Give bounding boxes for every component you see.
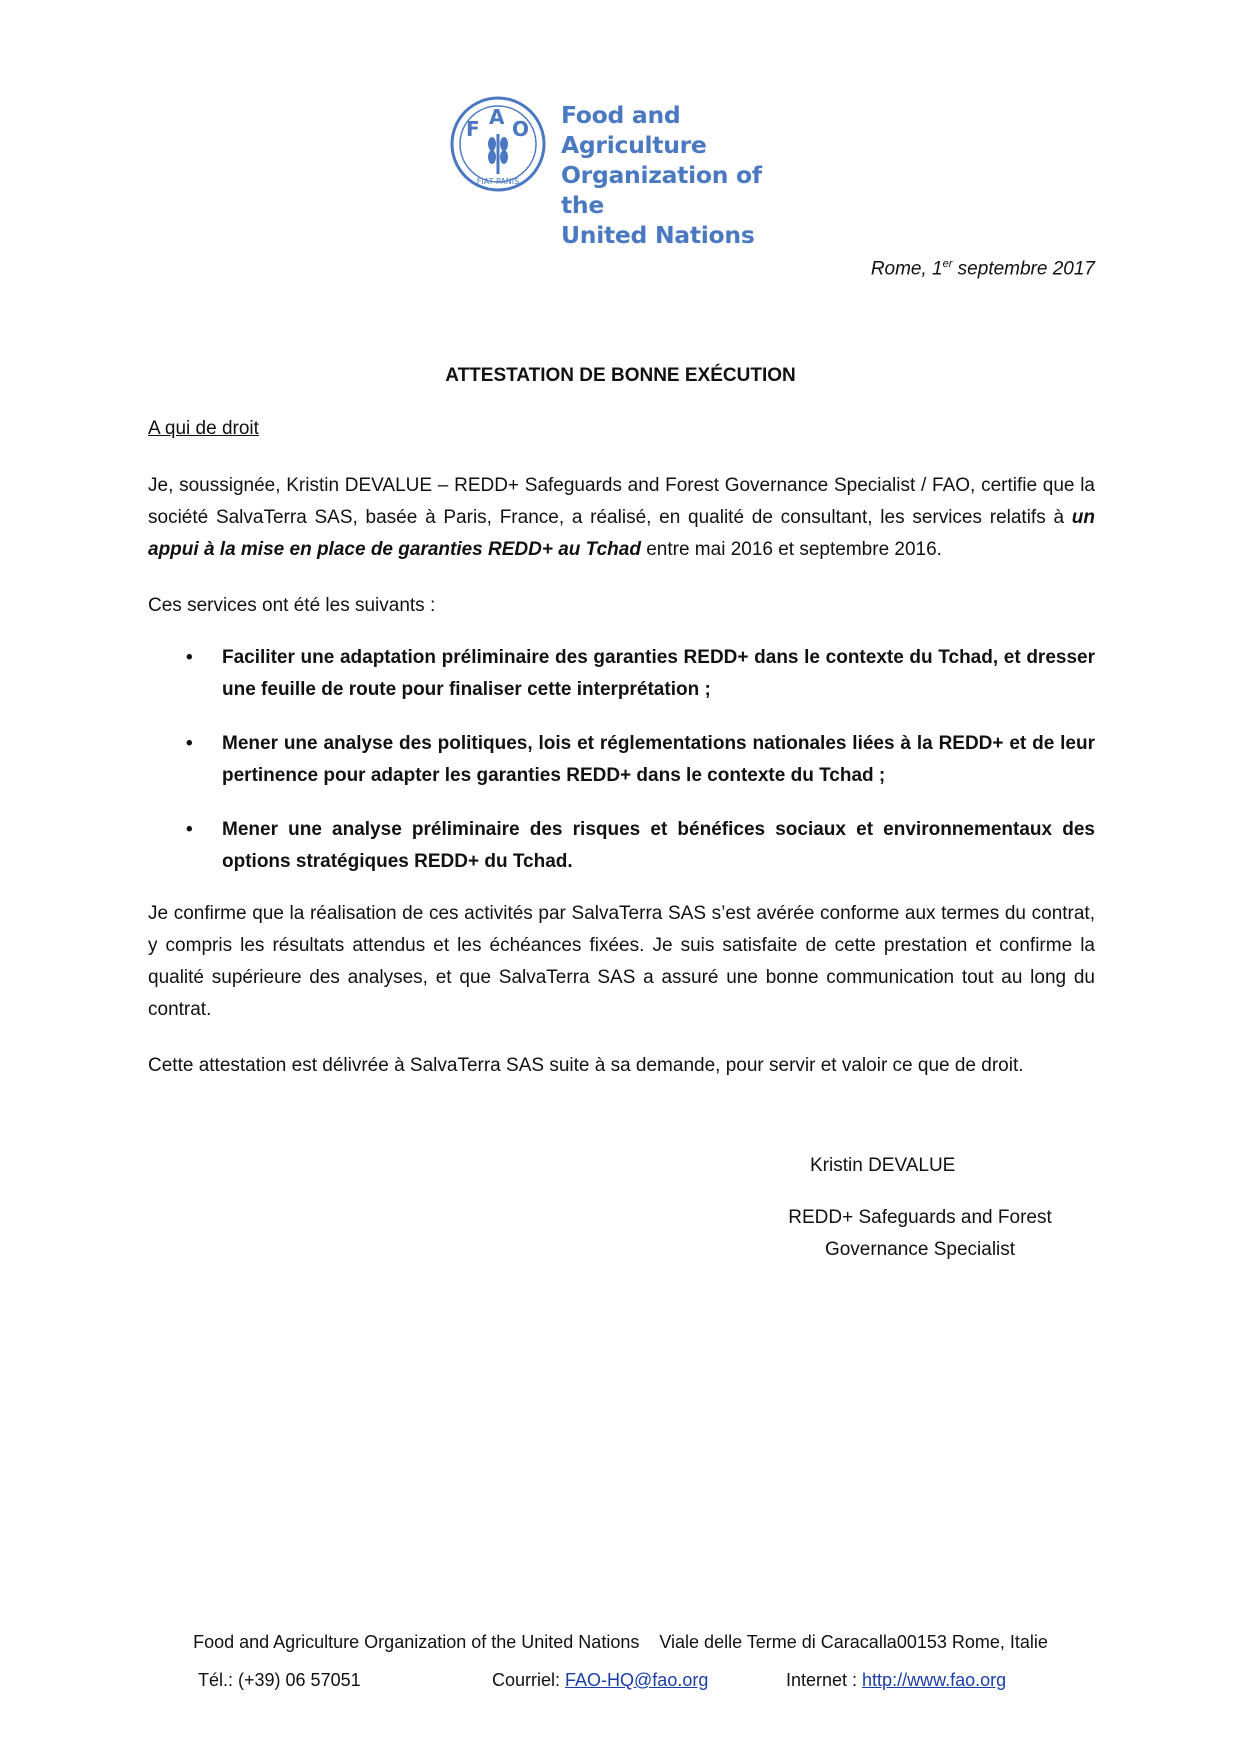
org-name	[561, 100, 808, 250]
website-link[interactable]: http://www.fao.org	[862, 1670, 1007, 1690]
confirmation-paragraph: Je confirme que la réalisation de ces activités par SalvaTerra SAS s’est avérée conforme aux termes du contrat, y compris les résultats attendus et les échéances fixées. Je suis satisfaite de cette prestation et confirme la qualité supérieure des analyses, et que SalvaTerra SAS a assuré une bonne communication tout au long du contrat.	[148, 903, 1095, 1020]
fao-logo	[448, 94, 808, 249]
signatory-title-line: REDD+ Safeguards and Forest	[788, 1207, 1052, 1228]
list-item: • Mener une analyse préliminaire des risques et bénéfices sociaux et environnementaux des options stratégiques REDD+ du Tchad.	[148, 814, 1095, 878]
footer-email	[492, 1670, 708, 1691]
org-name-line: Food and Agriculture	[561, 101, 707, 159]
services-intro: Ces services ont été les suivants :	[148, 595, 436, 616]
footer-web	[786, 1670, 1006, 1691]
list-item: • Mener une analyse des politiques, lois et réglementations nationales liées à la REDD+ et de leur pertinence pour adapter les garanties REDD+ dans le contexte du Tchad ;	[148, 728, 1095, 792]
fao-seal-icon	[448, 94, 548, 194]
list-item: • Faciliter une adaptation préliminaire des garanties REDD+ dans le contexte du Tchad, et dresser une feuille de route pour finaliser cette interprétation ;	[148, 642, 1095, 706]
signatory-title-line: Governance Specialist	[824, 1239, 1016, 1260]
web-label: Internet :	[786, 1670, 863, 1690]
seal-letter-a: A	[489, 105, 505, 129]
closing-paragraph: Cette attestation est délivrée à SalvaTerra SAS suite à sa demande, pour servir et valoir ce que de droit.	[148, 1055, 1024, 1076]
seal-letter-f: F	[466, 117, 480, 141]
signatory-title	[780, 1202, 1060, 1266]
seal-letter-o: O	[512, 117, 530, 141]
document-title: ATTESTATION DE BONNE EXÉCUTION	[445, 365, 796, 386]
bullet-icon: •	[186, 819, 193, 840]
letter-date: Rome, 1er septembre 2017	[870, 258, 1095, 280]
email-label: Courriel:	[492, 1670, 566, 1690]
services-list	[148, 642, 1095, 900]
footer-org: Food and Agriculture Organization of the United Nations	[193, 1632, 640, 1652]
email-link[interactable]: FAO-HQ@fao.org	[565, 1670, 709, 1690]
footer-address	[0, 1632, 1241, 1653]
org-name-line: Organization of the	[561, 161, 762, 219]
org-name-line: United Nations	[561, 221, 755, 249]
intro-paragraph: Je, soussignée, Kristin DEVALUE – REDD+ Safeguards and Forest Governance Specialist / FAO, certifie que la société SalvaTerra SAS, basée à Paris, France, a réalisé, en qualité de consultant, les services relatifs à un appui à la mise en place de garanties REDD+ au Tchad entre mai 2016 et septembre 2016.	[148, 475, 1095, 560]
bullet-icon: •	[186, 733, 193, 754]
salutation: A qui de droit	[148, 418, 259, 439]
signatory-name: Kristin DEVALUE	[810, 1155, 956, 1176]
footer-tel: Tél.: (+39) 06 57051	[198, 1670, 361, 1690]
footer-street: Viale delle Terme di Caracalla00153 Rome, Italie	[659, 1632, 1048, 1652]
seal-motto: FIAT PANIS	[476, 177, 520, 186]
bullet-icon: •	[186, 647, 193, 668]
